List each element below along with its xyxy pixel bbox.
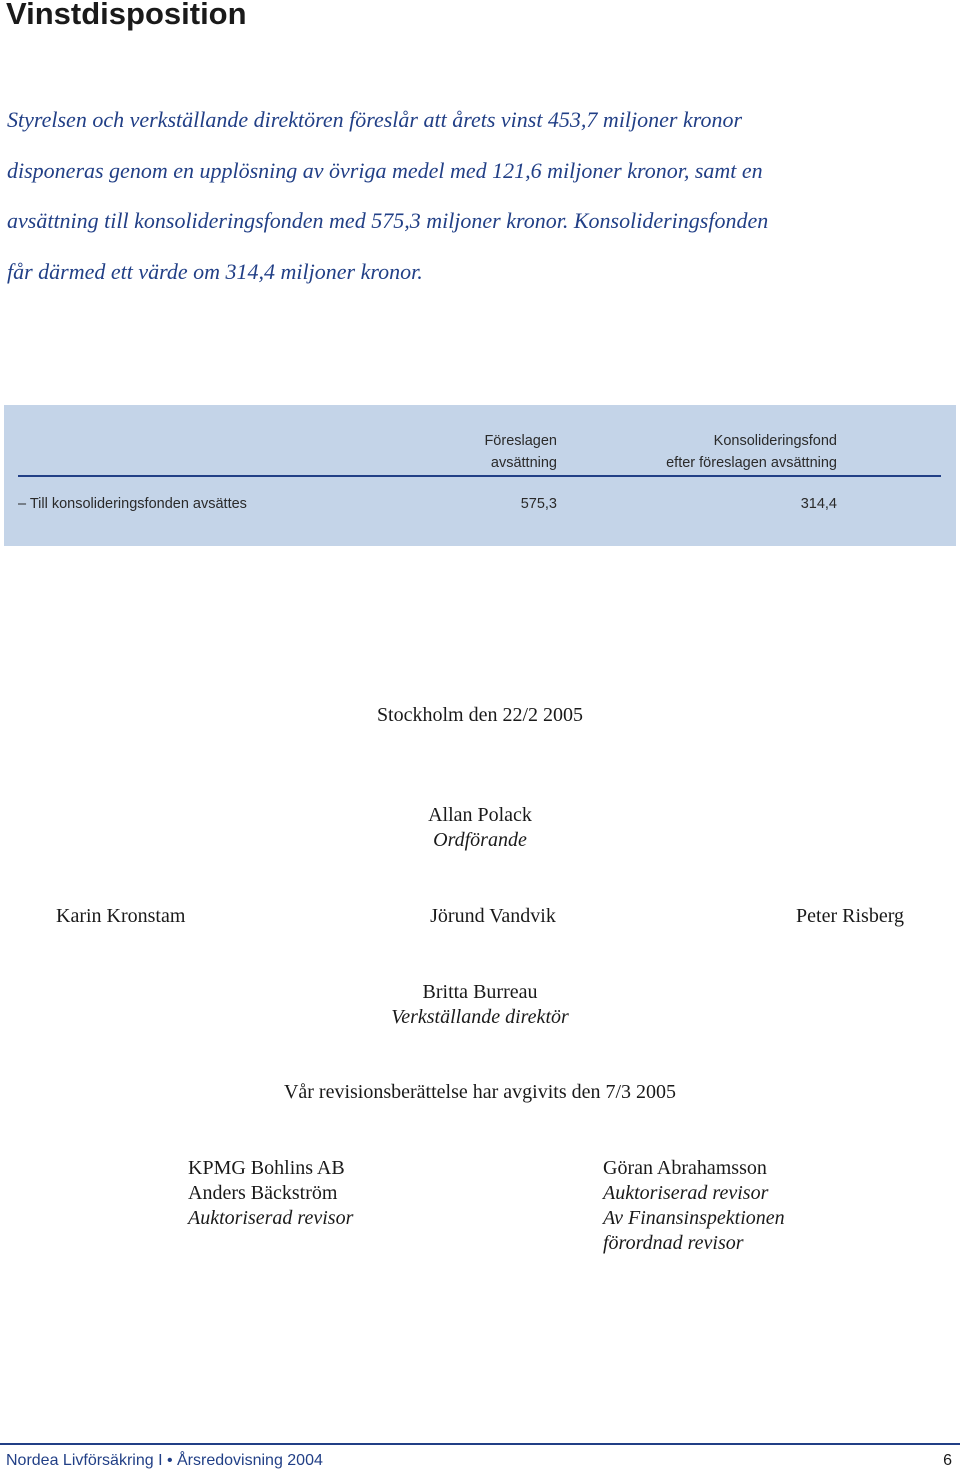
chair-role: Ordförande [433, 829, 527, 851]
page-footer [0, 1443, 960, 1479]
footer-rule [0, 1443, 960, 1445]
intro-line: avsättning till konsolideringsfonden med 575,3 miljoner kronor. Konsolideringsfonden [7, 208, 769, 233]
col-header-proposed: Föreslagen avsättning [484, 433, 557, 471]
member-signature: Karin Kronstam [56, 905, 186, 927]
intro-line: får därmed ett värde om 314,4 miljoner kronor. [7, 258, 423, 284]
page-title: Vinstdisposition [6, 0, 247, 31]
auditor-firm: KPMG Bohlins AB [188, 1157, 345, 1179]
intro-line: Styrelsen och verkställande direktören föreslår att årets vinst 453,7 miljoner kronor [7, 107, 743, 132]
table-row-value-proposed: 575,3 [520, 496, 557, 512]
member-signature: Jörund Vandvik [430, 905, 556, 927]
auditor-role: Auktoriserad revisor [603, 1182, 769, 1204]
table-row-value-fund-after: 314,4 [800, 496, 837, 512]
table-header-rule [18, 475, 941, 477]
page-number: 6 [943, 1452, 952, 1469]
intro-paragraph [7, 95, 937, 297]
intro-line: disponeras genom en upplösning av övriga medel med 121,6 miljoner kronor, samt en [7, 157, 763, 183]
footer-text: Nordea Livförsäkring I • Årsredovisning 2004 [6, 1452, 323, 1469]
auditor-appointment: förordnad revisor [603, 1232, 744, 1254]
ceo-name: Britta Burreau [422, 981, 538, 1003]
auditor-name: Anders Bäckström [188, 1182, 338, 1204]
place-date: Stockholm den 22/2 2005 [376, 704, 584, 726]
ceo-role: Verkställande direktör [391, 1006, 569, 1028]
table-row-label: – Till konsolideringsfonden avsättes [18, 496, 247, 512]
auditor-name: Göran Abrahamsson [603, 1157, 767, 1179]
col-header-fund-after: Konsolideringsfond efter föreslagen avsättning [666, 433, 837, 471]
allocation-table [4, 405, 956, 546]
auditor-appointment: Av Finansinspektionen [603, 1207, 785, 1229]
chair-name: Allan Polack [428, 804, 532, 826]
auditor-role: Auktoriserad revisor [188, 1207, 354, 1229]
audit-note: Vår revisionsberättelse har avgivits den 7/3 2005 [283, 1081, 677, 1103]
member-signature: Peter Risberg [796, 905, 904, 927]
